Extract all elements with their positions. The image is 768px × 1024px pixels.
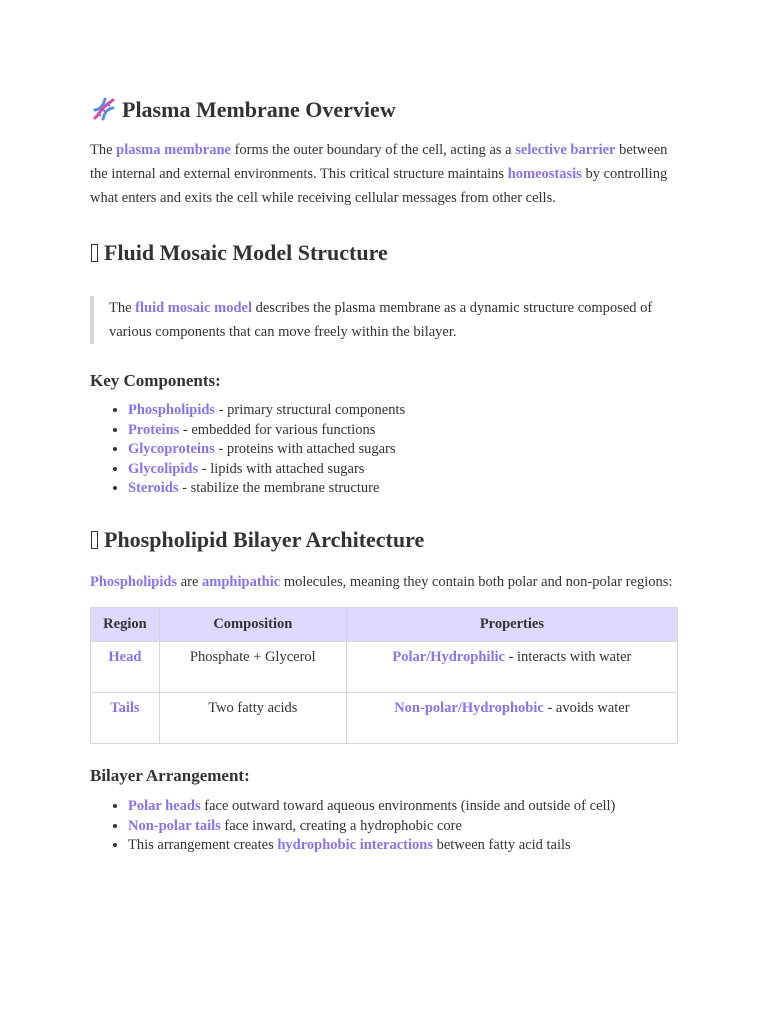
- arrangement-text: face inward, creating a hydrophobic core: [220, 817, 462, 834]
- section-heading-text: Phospholipid Bilayer Architecture: [104, 526, 425, 552]
- term-fluid-mosaic-model: fluid mosaic model: [135, 300, 252, 316]
- list-item: [128, 401, 678, 421]
- dna-icon: [90, 95, 118, 123]
- component-term: Glycolipids: [128, 460, 199, 477]
- intro-text: The: [90, 142, 117, 158]
- region-cell: [91, 692, 160, 743]
- components-list: [90, 401, 678, 499]
- bilayer-arrangement-heading: Bilayer Arrangement:: [90, 765, 250, 785]
- intro-text: by controlling what enters and exits the cell while receiving cellular messages from other cells.: [90, 166, 668, 206]
- blockquote: [90, 296, 678, 344]
- quote-text: describes the plasma membrane as a dynamic structure composed of various components that can move freely within the bilayer.: [109, 300, 653, 340]
- page-title: [90, 90, 678, 130]
- table-header-cell: Properties: [346, 607, 677, 641]
- bilayer-intro-text: are: [177, 573, 203, 590]
- bilayer-intro-paragraph: [90, 570, 678, 594]
- component-description: - embedded for various functions: [179, 421, 376, 438]
- properties-cell: [346, 692, 677, 743]
- region-name: Head: [108, 648, 142, 665]
- list-item: [128, 479, 678, 499]
- intro-text: between the internal and external environments. This critical structure maintains: [90, 142, 668, 182]
- property-text: - interacts with water: [504, 648, 632, 665]
- component-term: Steroids: [128, 480, 179, 497]
- table-header-cell: Composition: [159, 607, 346, 641]
- intro-text: forms the outer boundary of the cell, acting as a: [230, 142, 516, 158]
- section-heading-text: Fluid Mosaic Model Structure: [104, 240, 388, 265]
- region-cell: [91, 641, 160, 692]
- list-item: [128, 421, 678, 441]
- section-heading-bilayer: [90, 520, 678, 560]
- intro-paragraph: [90, 138, 678, 210]
- property-term: Non-polar/Hydrophobic: [394, 699, 544, 716]
- arrangement-term: Polar heads: [128, 797, 201, 814]
- arrangement-text: This arrangement creates: [128, 837, 278, 854]
- table-row: [91, 641, 678, 692]
- list-item: [128, 836, 678, 856]
- property-text: - avoids water: [543, 699, 630, 716]
- composition-cell: Two fatty acids: [159, 692, 346, 743]
- region-name: Tails: [110, 699, 140, 716]
- arrangement-list: [90, 797, 678, 856]
- missing-glyph-icon: [91, 244, 98, 262]
- component-term: Glycoproteins: [128, 441, 215, 458]
- list-item: [128, 817, 678, 837]
- table-body: [91, 641, 678, 743]
- property-term: Polar/Hydrophilic: [392, 648, 505, 665]
- section-heading-fluid-mosaic: [90, 233, 678, 273]
- missing-glyph-icon: [91, 531, 98, 549]
- quote-paragraph: [109, 296, 678, 344]
- composition-cell: Phosphate + Glycerol: [159, 641, 346, 692]
- component-description: - stabilize the membrane structure: [178, 480, 380, 497]
- component-description: - lipids with attached sugars: [198, 460, 365, 477]
- component-term: Proteins: [128, 421, 180, 438]
- arrangement-text: between fatty acid tails: [433, 837, 571, 854]
- page-title-text: Plasma Membrane Overview: [122, 97, 396, 122]
- quote-text: The: [109, 300, 136, 316]
- term-selective-barrier: selective barrier: [515, 142, 616, 158]
- arrangement-term: Non-polar tails: [128, 817, 221, 834]
- component-description: - primary structural components: [215, 402, 406, 418]
- properties-cell: [346, 641, 677, 692]
- key-components-heading: Key Components:: [90, 371, 221, 390]
- component-description: - proteins with attached sugars: [214, 441, 396, 458]
- term-phospholipids: Phospholipids: [90, 573, 178, 590]
- term-plasma-membrane: plasma membrane: [116, 142, 231, 158]
- region-table: [90, 607, 678, 744]
- list-item: [128, 440, 678, 460]
- list-item: [128, 460, 678, 480]
- document-content: [90, 90, 678, 856]
- table-header-row: [91, 607, 678, 641]
- arrangement-term: hydrophobic interactions: [277, 837, 433, 854]
- term-amphipathic: amphipathic: [202, 573, 281, 590]
- component-term: Phospholipids: [128, 402, 216, 418]
- term-homeostasis: homeostasis: [507, 166, 582, 182]
- bilayer-intro-text: molecules, meaning they contain both polar and non-polar regions:: [280, 573, 673, 590]
- list-item: [128, 797, 678, 817]
- arrangement-text: face outward toward aqueous environments (inside and outside of cell): [200, 797, 616, 814]
- table-row: [91, 692, 678, 743]
- table-header-cell: Region: [91, 607, 160, 641]
